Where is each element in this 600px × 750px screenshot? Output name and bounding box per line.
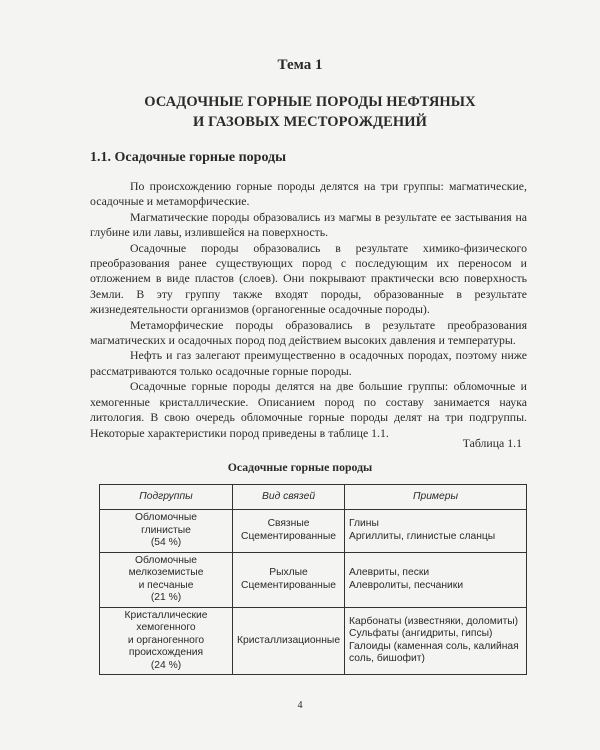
column-header: Подгруппы	[100, 485, 233, 510]
bond-cell: Рыхлые Сцементированные	[233, 552, 345, 607]
paragraph: По происхождению горные породы делятся на три группы: магматические, осадочные и метаморфические.	[90, 179, 527, 209]
subgroup-cell: Кристаллические хемогенного и органогенного происхождения (24 %)	[100, 607, 233, 675]
table-label: Таблица 1.1	[462, 436, 522, 450]
table-row	[100, 552, 527, 607]
chapter-title-line: ОСАДОЧНЫЕ ГОРНЫЕ ПОРОДЫ НЕФТЯНЫХ	[144, 94, 476, 110]
chapter-title-line: И ГАЗОВЫХ МЕСТОРОЖДЕНИЙ	[193, 114, 427, 130]
table-row	[100, 607, 527, 675]
paragraph: Осадочные породы образовались в результате химико-физического преобразования ранее существующих пород с последующим их переносом и отложением в виде пластов (слоев). Они покрывают практически всю поверхность Земли. В эту группу также входят породы, образованные в результате жизнедеятельности организмов (органогенные осадочные породы).	[90, 240, 527, 317]
column-header: Вид связей	[233, 485, 345, 510]
rocks-table	[99, 484, 527, 675]
subgroup-cell: Обломочные мелкоземистые и песчаные (21 %)	[100, 552, 233, 607]
column-header: Примеры	[345, 485, 527, 510]
paragraph: Метаморфические породы образовались в результате преобразования магматических и осадочных пород под действием высоких давления и температуры.	[90, 317, 527, 348]
paragraph: Нефть и газ залегают преимущественно в осадочных породах, поэтому ниже рассматриваются только осадочные горные породы.	[90, 348, 527, 378]
section-title: 1.1. Осадочные горные породы	[90, 150, 287, 165]
table-row	[100, 510, 527, 553]
table-title: Осадочные горные породы	[227, 460, 373, 474]
subgroup-cell: Обломочные глинистые (54 %)	[100, 510, 233, 553]
paragraph: Осадочные горные породы делятся на две большие группы: обломочные и хемогенные кристаллические. Описанием пород по составу занимается наука литология. В свою очередь обломочные горные породы делят на три подгруппы. Некоторые характеристики пород приведены в таблице 1.1.	[90, 379, 527, 440]
examples-cell: Карбонаты (известняки, доломиты) Сульфаты (ангидриты, гипсы) Галоиды (каменная соль, калийная соль, бишофит)	[345, 607, 527, 675]
examples-cell: Алевриты, пески Алевролиты, песчаники	[345, 552, 527, 607]
bond-cell: Связные Сцементированные	[233, 510, 345, 553]
table-header-row	[100, 485, 527, 510]
examples-cell: Глины Аргиллиты, глинистые сланцы	[345, 510, 527, 553]
body-text	[90, 179, 527, 441]
topic-heading: Тема 1	[277, 57, 323, 73]
page-number: 4	[297, 700, 303, 711]
bond-cell: Кристаллизационные	[233, 607, 345, 675]
paragraph: Магматические породы образовались из магмы в результате ее застывания на глубине или лавы, излившейся на поверхность.	[90, 209, 527, 240]
chapter-title	[60, 92, 560, 132]
